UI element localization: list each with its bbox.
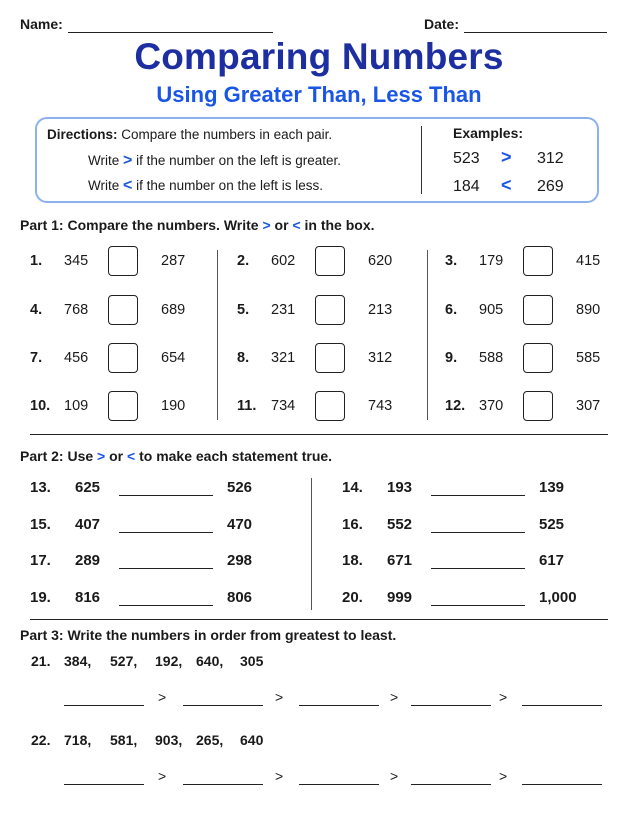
answer-blank[interactable] <box>119 532 213 533</box>
directions-text: Compare the numbers in each pair. <box>121 127 333 142</box>
comparison-problem <box>445 301 635 335</box>
answer-blank[interactable] <box>119 568 213 569</box>
comparison-problem <box>445 349 635 383</box>
greater-than-symbol: > <box>275 768 284 784</box>
write-word: Write <box>88 153 120 168</box>
left-number: 109 <box>64 398 89 414</box>
statement-problem <box>342 589 612 611</box>
right-number: 287 <box>161 253 186 269</box>
left-number: 179 <box>479 253 504 269</box>
part1-title-text: Part 1: Compare the numbers. Write <box>20 217 259 233</box>
less-than-symbol: < <box>127 448 136 464</box>
left-number: 602 <box>271 253 296 269</box>
directions-lt-rule <box>88 177 323 195</box>
directions-line <box>47 127 332 142</box>
left-number: 816 <box>75 589 101 606</box>
left-number: 552 <box>387 516 413 533</box>
column-divider <box>311 478 312 610</box>
left-number: 231 <box>271 302 296 318</box>
problem-number: 7. <box>30 350 43 366</box>
order-blank[interactable] <box>183 784 263 785</box>
answer-box[interactable] <box>315 246 345 276</box>
right-number: 585 <box>576 350 601 366</box>
answer-blank[interactable] <box>431 532 525 533</box>
write-word: Write <box>88 178 120 193</box>
greater-than-symbol: > <box>97 448 106 464</box>
problem-number: 1. <box>30 253 43 269</box>
gt-rule-text: if the number on the left is greater. <box>136 153 342 168</box>
or-word: or <box>109 448 124 464</box>
problem-number: 11. <box>237 398 257 414</box>
left-number: 345 <box>64 253 89 269</box>
directions-label: Directions: <box>47 127 118 142</box>
example-row <box>453 175 564 196</box>
comparison-problem <box>30 397 220 431</box>
directions-divider <box>421 126 422 194</box>
answer-box[interactable] <box>108 391 138 421</box>
order-blank[interactable] <box>299 705 379 706</box>
statement-problem <box>30 516 300 538</box>
section-divider <box>30 619 608 620</box>
problem-number: 9. <box>445 350 458 366</box>
comparison-problem <box>445 397 635 431</box>
lt-rule-text: if the number on the left is less. <box>136 178 323 193</box>
answer-blank[interactable] <box>431 568 525 569</box>
left-number: 370 <box>479 398 504 414</box>
part2-title-suffix: to make each statement true. <box>139 448 333 464</box>
section-divider <box>30 434 608 435</box>
right-number: 1,000 <box>539 589 577 606</box>
answer-blank[interactable] <box>119 605 213 606</box>
right-number: 620 <box>368 253 393 269</box>
right-number: 190 <box>161 398 186 414</box>
problem-number: 14. <box>342 479 363 496</box>
right-number: 312 <box>368 350 393 366</box>
answer-blank[interactable] <box>119 495 213 496</box>
answer-blank[interactable] <box>431 495 525 496</box>
left-number: 407 <box>75 516 101 533</box>
order-number: 640 <box>240 732 264 748</box>
date-label: Date: <box>424 16 460 32</box>
example-right: 312 <box>537 150 564 167</box>
problem-number: 22. <box>31 732 51 748</box>
right-number: 470 <box>227 516 253 533</box>
order-blank[interactable] <box>183 705 263 706</box>
statement-problem <box>30 479 300 501</box>
greater-than-symbol: > <box>275 689 284 705</box>
problem-number: 8. <box>237 350 250 366</box>
order-number: 192, <box>155 653 183 669</box>
date-field[interactable] <box>464 32 607 33</box>
order-number: 903, <box>155 732 183 748</box>
problem-number: 2. <box>237 253 250 269</box>
part1-title-suffix: in the box. <box>304 217 375 233</box>
part3-title: Part 3: Write the numbers in order from greatest to least. <box>20 627 397 643</box>
comparison-problem <box>30 349 220 383</box>
answer-box[interactable] <box>523 246 553 276</box>
left-number: 905 <box>479 302 504 318</box>
answer-box[interactable] <box>315 295 345 325</box>
or-word: or <box>274 217 289 233</box>
problem-number: 21. <box>31 653 51 669</box>
order-blank[interactable] <box>299 784 379 785</box>
greater-than-symbol: > <box>158 689 167 705</box>
left-number: 321 <box>271 350 296 366</box>
problem-number: 6. <box>445 302 458 318</box>
greater-than-symbol: > <box>158 768 167 784</box>
left-number: 671 <box>387 552 413 569</box>
problem-number: 19. <box>30 589 51 606</box>
comparison-problem <box>30 252 220 286</box>
order-number: 718, <box>64 732 92 748</box>
problem-number: 10. <box>30 398 51 414</box>
example-row <box>453 147 564 168</box>
answer-box[interactable] <box>315 343 345 373</box>
problem-number: 12. <box>445 398 466 414</box>
right-number: 654 <box>161 350 186 366</box>
order-blank[interactable] <box>411 784 491 785</box>
left-number: 734 <box>271 398 296 414</box>
right-number: 526 <box>227 479 253 496</box>
left-number: 289 <box>75 552 101 569</box>
right-number: 139 <box>539 479 565 496</box>
answer-box[interactable] <box>108 343 138 373</box>
left-number: 456 <box>64 350 89 366</box>
right-number: 307 <box>576 398 601 414</box>
left-number: 999 <box>387 589 413 606</box>
right-number: 689 <box>161 302 186 318</box>
part1-title <box>20 217 375 233</box>
answer-box[interactable] <box>108 295 138 325</box>
answer-box[interactable] <box>523 343 553 373</box>
problem-number: 18. <box>342 552 363 569</box>
part2-title-text: Part 2: Use <box>20 448 94 464</box>
greater-than-symbol: > <box>123 152 133 169</box>
answer-box[interactable] <box>315 391 345 421</box>
name-field[interactable] <box>68 32 273 33</box>
right-number: 617 <box>539 552 565 569</box>
example-symbol: > <box>501 147 512 167</box>
example-right: 269 <box>537 178 564 195</box>
problem-number: 20. <box>342 589 363 606</box>
greater-than-symbol: > <box>499 689 508 705</box>
problem-number: 4. <box>30 302 43 318</box>
statement-problem <box>342 479 612 501</box>
order-blank[interactable] <box>64 784 144 785</box>
comparison-problem <box>445 252 635 286</box>
problem-number: 13. <box>30 479 51 496</box>
order-blank[interactable] <box>522 784 602 785</box>
greater-than-symbol: > <box>390 768 399 784</box>
example-left: 184 <box>453 178 480 195</box>
order-blank[interactable] <box>411 705 491 706</box>
order-number: 265, <box>196 732 224 748</box>
right-number: 298 <box>227 552 253 569</box>
name-label: Name: <box>20 16 63 32</box>
greater-than-symbol: > <box>262 217 271 233</box>
order-number: 640, <box>196 653 224 669</box>
statement-problem <box>30 552 300 574</box>
problem-number: 15. <box>30 516 51 533</box>
order-blank[interactable] <box>522 705 602 706</box>
left-number: 625 <box>75 479 101 496</box>
comparison-problem <box>237 397 427 431</box>
examples-label: Examples: <box>453 125 524 141</box>
greater-than-symbol: > <box>390 689 399 705</box>
order-number: 384, <box>64 653 92 669</box>
comparison-problem <box>237 349 427 383</box>
right-number: 806 <box>227 589 253 606</box>
greater-than-symbol: > <box>499 768 508 784</box>
left-number: 768 <box>64 302 89 318</box>
problem-number: 5. <box>237 302 250 318</box>
statement-problem <box>30 589 300 611</box>
problem-number: 16. <box>342 516 363 533</box>
statement-problem <box>342 516 612 538</box>
right-number: 213 <box>368 302 393 318</box>
column-divider <box>427 250 428 420</box>
right-number: 890 <box>576 302 601 318</box>
less-than-symbol: < <box>292 217 301 233</box>
problem-number: 17. <box>30 552 51 569</box>
answer-blank[interactable] <box>431 605 525 606</box>
order-number: 581, <box>110 732 138 748</box>
comparison-problem <box>30 301 220 335</box>
answer-box[interactable] <box>108 246 138 276</box>
right-number: 743 <box>368 398 393 414</box>
comparison-problem <box>237 301 427 335</box>
directions-gt-rule <box>88 152 341 170</box>
page-subtitle: Using Greater Than, Less Than <box>156 82 482 107</box>
order-blank[interactable] <box>64 705 144 706</box>
less-than-symbol: < <box>123 177 133 194</box>
left-number: 193 <box>387 479 413 496</box>
answer-box[interactable] <box>523 295 553 325</box>
comparison-problem <box>237 252 427 286</box>
problem-number: 3. <box>445 253 458 269</box>
right-number: 415 <box>576 253 601 269</box>
statement-problem <box>342 552 612 574</box>
right-number: 525 <box>539 516 565 533</box>
page-title: Comparing Numbers <box>134 36 504 77</box>
example-left: 523 <box>453 150 480 167</box>
left-number: 588 <box>479 350 504 366</box>
part2-title <box>20 448 332 464</box>
order-number: 527, <box>110 653 138 669</box>
example-symbol: < <box>501 175 512 195</box>
answer-box[interactable] <box>523 391 553 421</box>
order-number: 305 <box>240 653 264 669</box>
